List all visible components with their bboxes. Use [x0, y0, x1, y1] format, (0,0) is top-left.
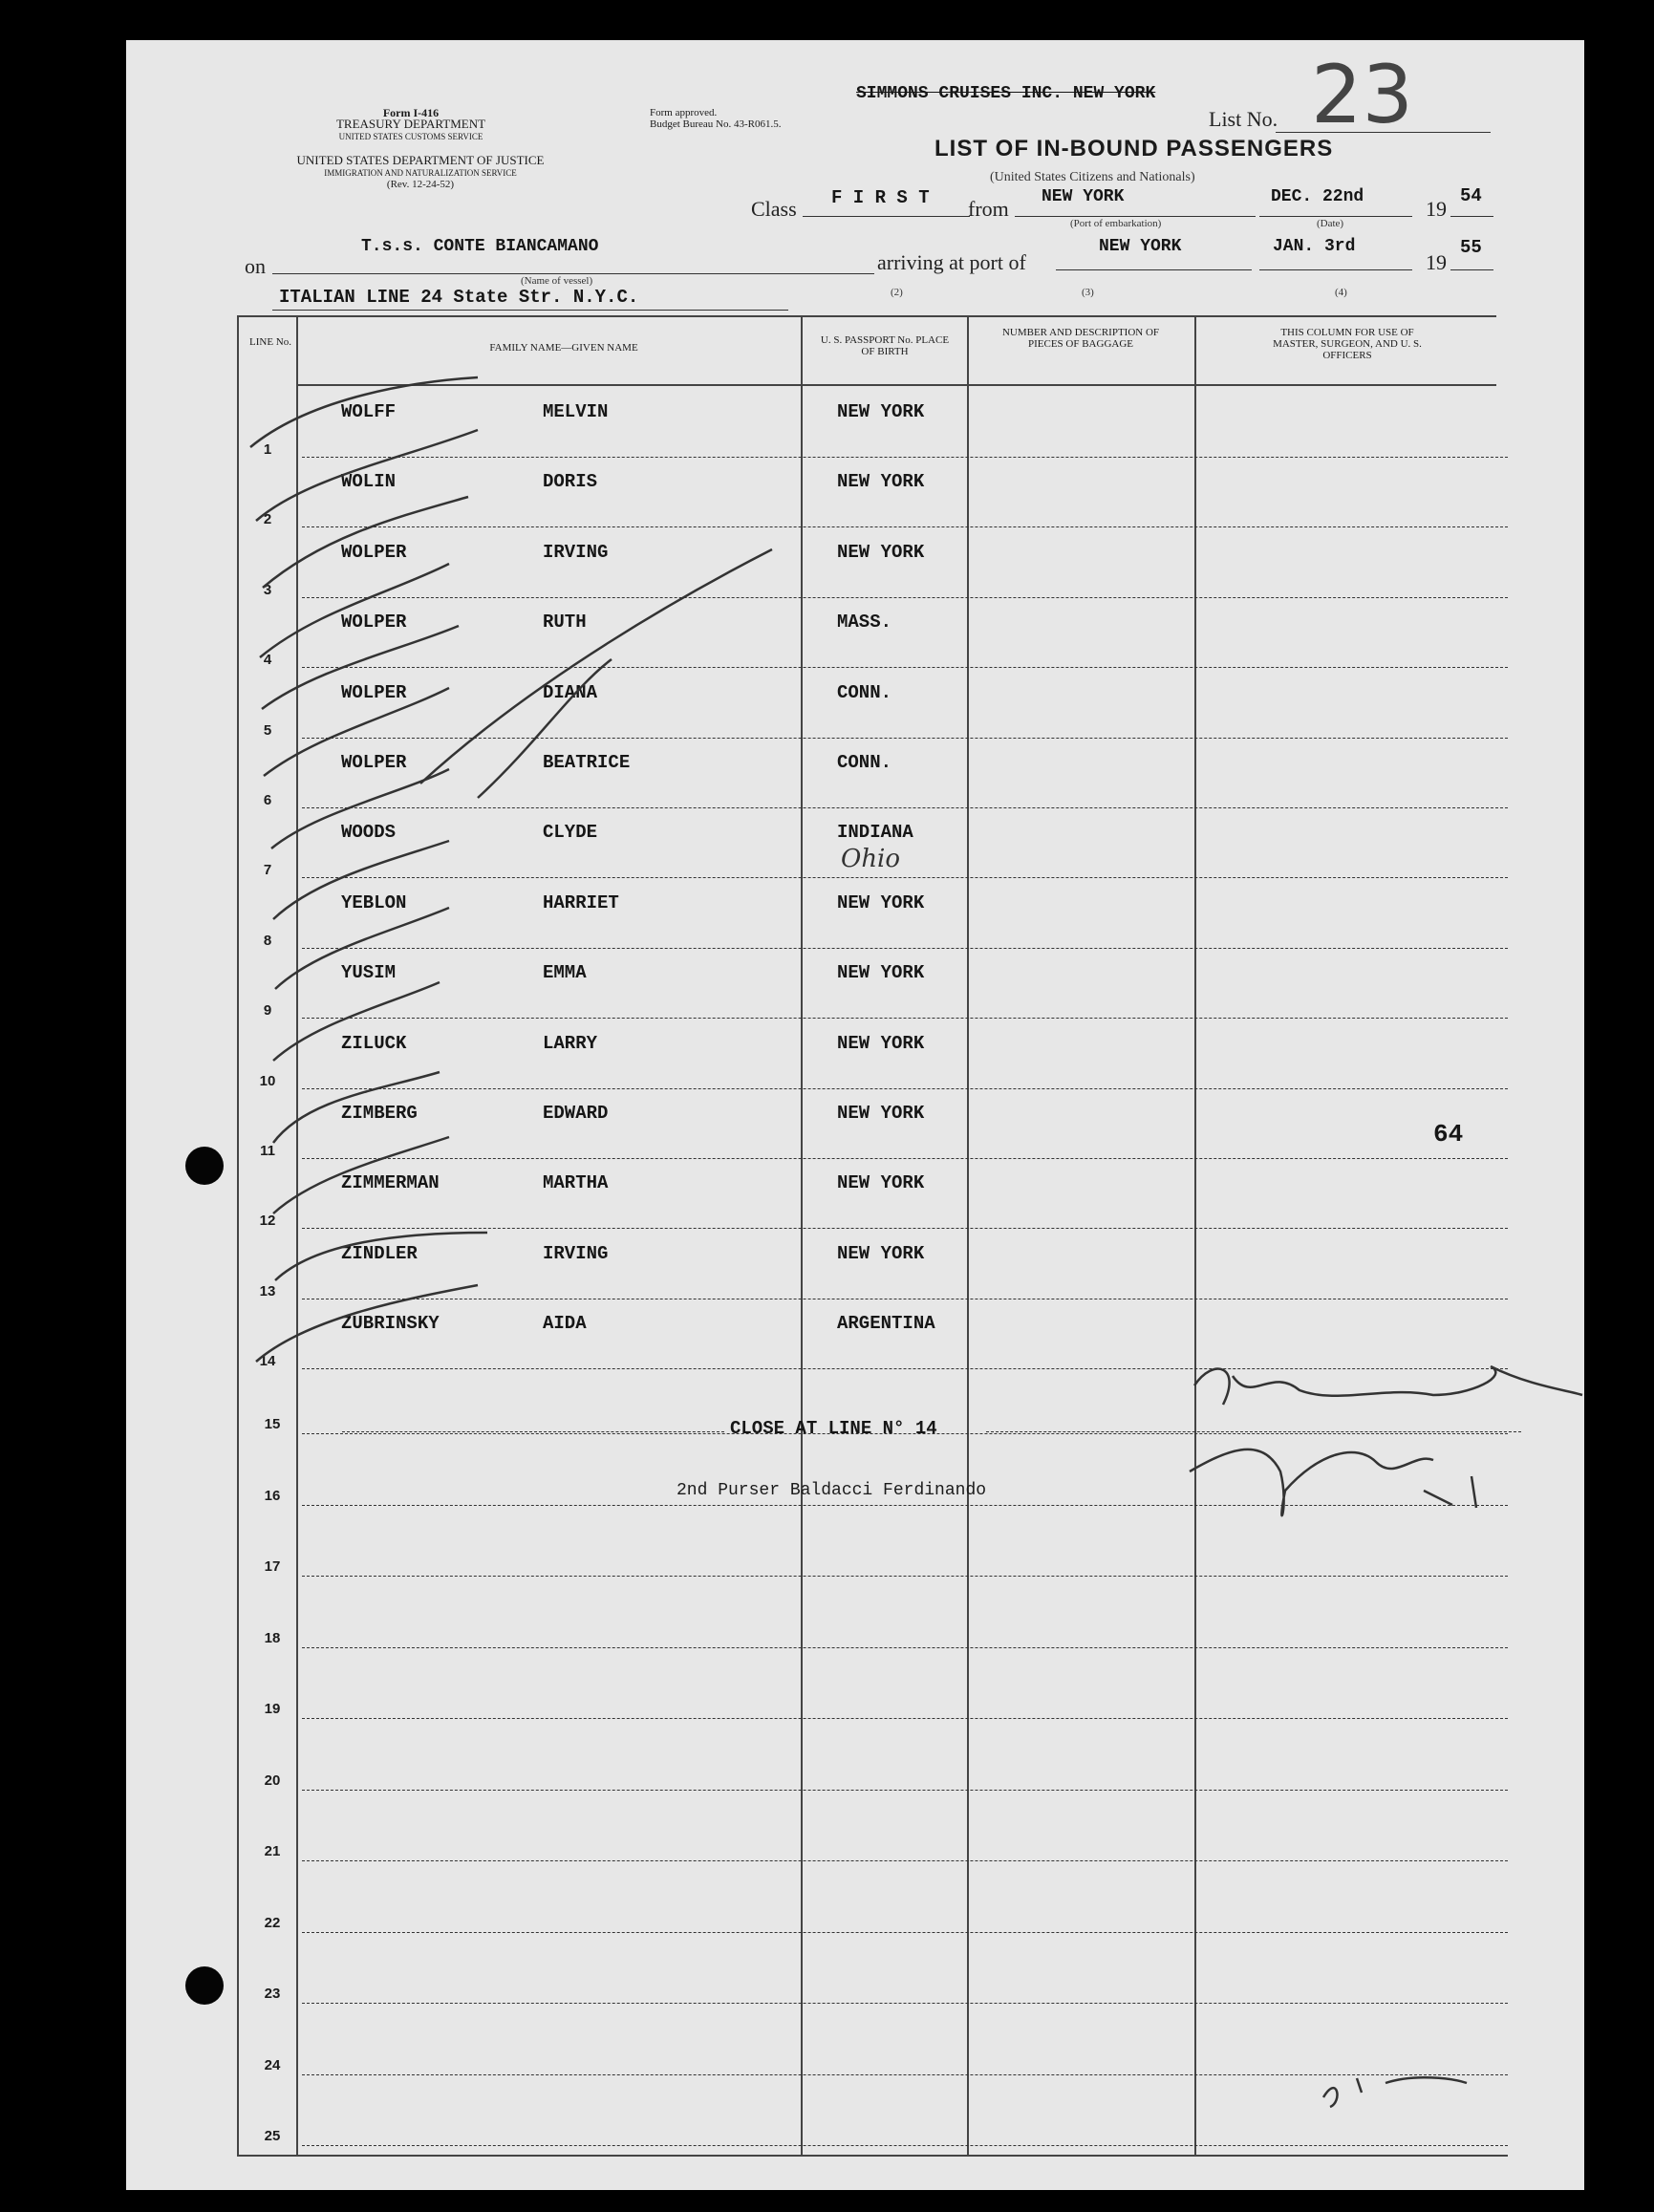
line-number: 19: [264, 1701, 281, 1717]
given-name: AIDA: [543, 1313, 587, 1335]
arriving-label: arriving at port of: [877, 250, 1026, 274]
family-name: ZIMMERMAN: [341, 1172, 440, 1194]
line-number: 22: [264, 1914, 281, 1931]
close-at-line: CLOSE AT LINE N° 14: [730, 1418, 937, 1439]
line-number: 21: [264, 1843, 281, 1859]
line-number: 16: [264, 1487, 281, 1504]
form-number: Form I-416: [382, 106, 440, 119]
line-number: 3: [263, 581, 272, 598]
given-name: CLYDE: [543, 822, 598, 844]
given-name: MELVIN: [543, 401, 609, 422]
given-name: LARRY: [543, 1032, 598, 1054]
line-number: 14: [259, 1353, 276, 1370]
officer-note: 64: [1433, 1120, 1464, 1149]
justice-dept: UNITED STATES DEPARTMENT OF JUSTICE: [296, 153, 545, 167]
from-label: from: [968, 197, 1009, 221]
given-name: DIANA: [543, 681, 598, 703]
family-name: WOLPER: [341, 752, 407, 773]
treasury-dept: TREASURY DEPARTMENT: [335, 117, 486, 131]
form-approved: Form approved.: [650, 107, 718, 118]
customs-service: UNITED STATES CUSTOMS SERVICE: [338, 132, 483, 141]
family-name: ZILUCK: [341, 1032, 407, 1054]
revision-date: (Rev. 12-24-52): [386, 179, 455, 190]
line-number: 17: [264, 1558, 281, 1575]
place-of-birth: NEW YORK: [837, 1103, 925, 1124]
given-name: DORIS: [543, 471, 598, 493]
family-name: ZINDLER: [341, 1242, 418, 1264]
vessel-caption: (Name of vessel): [521, 275, 593, 287]
given-name: IRVING: [543, 541, 609, 563]
line-number: 7: [263, 862, 272, 879]
line-number: 25: [264, 2128, 281, 2144]
family-name: WOLPER: [341, 681, 407, 703]
given-name: HARRIET: [543, 891, 619, 913]
agent-stamp: SIMMONS CRUISES INC. NEW YORK: [856, 84, 1156, 103]
given-name: EDWARD: [543, 1103, 609, 1124]
line-number: 2: [263, 511, 272, 528]
list-no-label: List No.: [1209, 107, 1278, 131]
line-number: 6: [263, 792, 272, 808]
arrival-date: JAN. 3rd: [1273, 237, 1356, 256]
handwritten-ohio: Ohio: [841, 845, 901, 873]
place-of-birth: ARGENTINA: [837, 1313, 935, 1335]
col-index-2: (2): [891, 287, 903, 298]
family-name: ZIMBERG: [341, 1103, 418, 1124]
list-number: 23: [1311, 48, 1413, 141]
place-of-birth: NEW YORK: [837, 471, 925, 493]
year-prefix: 19: [1426, 197, 1447, 221]
family-name: ZUBRINSKY: [341, 1313, 440, 1335]
line-number: 4: [263, 652, 272, 669]
place-of-birth: NEW YORK: [837, 1032, 925, 1054]
immigration-service: IMMIGRATION AND NATURALIZATION SERVICE: [324, 168, 517, 178]
purser-name: 2nd Purser Baldacci Ferdinando: [677, 1481, 987, 1500]
line-number: 8: [263, 932, 272, 949]
port-of-embarkation: NEW YORK: [1042, 187, 1125, 206]
class-label: Class: [751, 197, 797, 221]
family-name: WOLPER: [341, 541, 407, 563]
line-number: 23: [264, 1986, 281, 2002]
place-of-birth: NEW YORK: [837, 1242, 925, 1264]
departure-date: DEC. 22nd: [1271, 187, 1364, 206]
col-header-line: LINE No.: [249, 336, 291, 348]
given-name: RUTH: [543, 612, 587, 634]
family-name: YUSIM: [341, 962, 397, 984]
line-number: 5: [263, 721, 272, 739]
page-title: LIST OF IN-BOUND PASSENGERS: [934, 136, 1334, 161]
departure-year: 54: [1460, 185, 1482, 206]
line-number: 20: [264, 1772, 281, 1789]
line-number: 11: [260, 1143, 275, 1159]
arrival-port: NEW YORK: [1099, 237, 1182, 256]
family-name: WOLIN: [341, 471, 397, 493]
line-number: 12: [259, 1213, 276, 1230]
family-name: WOODS: [341, 822, 397, 844]
date-caption: (Date): [1317, 218, 1344, 229]
year-prefix-arrival: 19: [1426, 250, 1447, 274]
on-label: on: [245, 254, 266, 278]
place-of-birth: NEW YORK: [837, 1172, 925, 1194]
shipping-line: ITALIAN LINE 24 State Str. N.Y.C.: [279, 287, 639, 308]
given-name: MARTHA: [543, 1172, 609, 1194]
line-number: 1: [263, 441, 272, 458]
family-name: WOLPER: [341, 612, 407, 634]
col-index-3: (3): [1082, 287, 1094, 298]
place-of-birth: MASS.: [837, 612, 892, 634]
vessel-name: T.s.s. CONTE BIANCAMANO: [361, 237, 599, 256]
line-number: 18: [264, 1629, 281, 1646]
col-index-4: (4): [1335, 287, 1347, 298]
line-number: 24: [264, 2056, 281, 2073]
line-number: 10: [259, 1072, 276, 1089]
place-of-birth: NEW YORK: [837, 541, 925, 563]
place-of-birth: NEW YORK: [837, 401, 925, 422]
place-of-birth: INDIANA: [837, 822, 913, 844]
given-name: BEATRICE: [543, 752, 631, 773]
place-of-birth: CONN.: [837, 752, 892, 773]
arrival-year: 55: [1460, 237, 1482, 258]
class-value: F I R S T: [831, 187, 930, 208]
title-subtitle: (United States Citizens and Nationals): [990, 170, 1195, 184]
col-header-baggage: NUMBER AND DESCRIPTION OF PIECES OF BAGGAGE: [1001, 327, 1160, 350]
col-header-passport: U. S. PASSPORT No. PLACE OF BIRTH: [820, 334, 950, 357]
family-name: WOLFF: [341, 401, 397, 422]
line-number: 9: [263, 1002, 272, 1020]
place-of-birth: CONN.: [837, 681, 892, 703]
line-number: 15: [264, 1416, 281, 1432]
given-name: EMMA: [543, 962, 587, 984]
given-name: IRVING: [543, 1242, 609, 1264]
port-embark-caption: (Port of embarkation): [1070, 218, 1162, 229]
family-name: YEBLON: [341, 891, 407, 913]
budget-bureau: Budget Bureau No. 43-R061.5.: [650, 118, 782, 130]
line-number: 13: [259, 1282, 276, 1299]
place-of-birth: NEW YORK: [837, 962, 925, 984]
col-header-officers: THIS COLUMN FOR USE OF MASTER, SURGEON, AND U. S. OFFICERS: [1273, 327, 1422, 361]
place-of-birth: NEW YORK: [837, 891, 925, 913]
col-header-name: FAMILY NAME—GIVEN NAME: [489, 342, 638, 354]
